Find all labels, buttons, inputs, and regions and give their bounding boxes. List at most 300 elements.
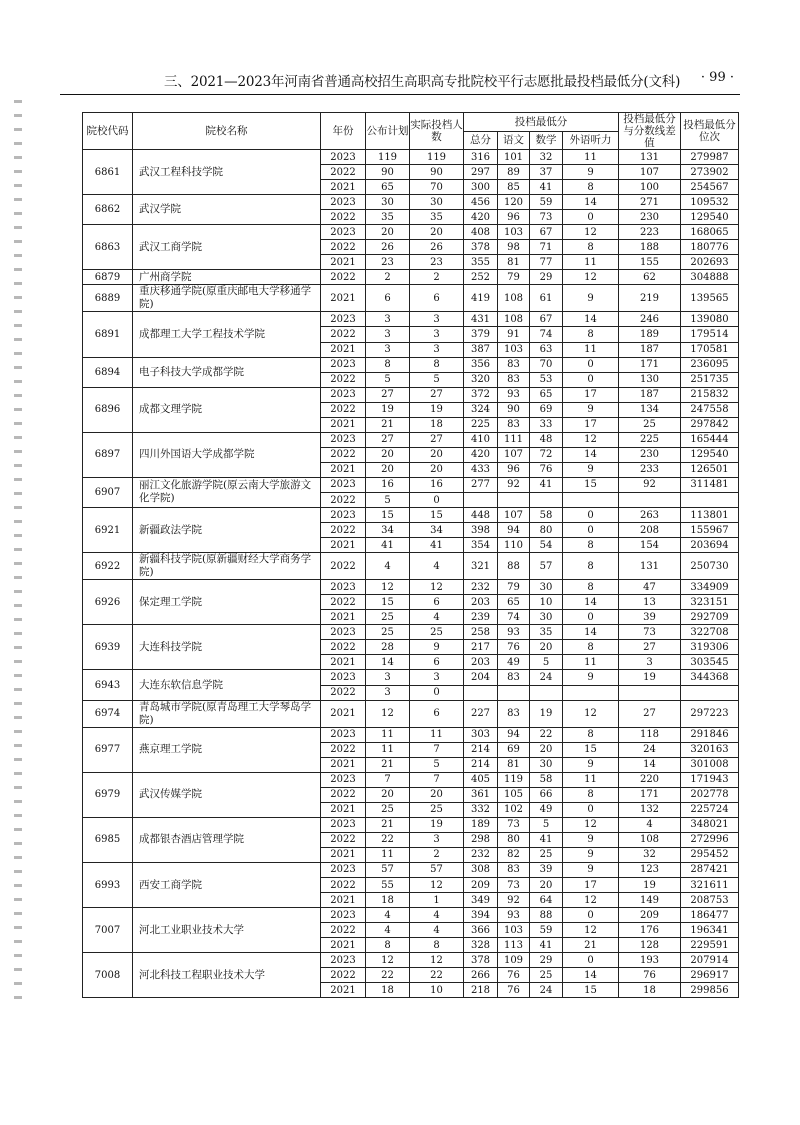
listening-cell: 12 bbox=[563, 700, 619, 727]
plan-cell: 3 bbox=[366, 670, 410, 685]
rank-cell: 168065 bbox=[681, 225, 739, 240]
plan-cell: 3 bbox=[366, 312, 410, 327]
listening-cell: 11 bbox=[563, 255, 619, 270]
year-cell: 2021 bbox=[321, 757, 366, 772]
chinese-cell: 110 bbox=[498, 538, 530, 553]
rank-cell: 202693 bbox=[681, 255, 739, 270]
plan-cell: 5 bbox=[366, 372, 410, 387]
listening-cell: 0 bbox=[563, 210, 619, 225]
diff-cell: 25 bbox=[619, 417, 681, 432]
total-cell: 431 bbox=[464, 312, 498, 327]
total-cell: 356 bbox=[464, 357, 498, 372]
rank-cell: 180776 bbox=[681, 240, 739, 255]
listening-cell: 9 bbox=[563, 832, 619, 847]
header-plan: 公布计划 bbox=[366, 113, 410, 150]
actual-cell: 3 bbox=[410, 670, 464, 685]
listening-cell: 11 bbox=[563, 342, 619, 357]
year-cell: 2023 bbox=[321, 357, 366, 372]
school-code-cell: 6921 bbox=[83, 508, 133, 553]
listening-cell: 14 bbox=[563, 195, 619, 210]
school-code-cell: 6922 bbox=[83, 553, 133, 580]
table-row bbox=[83, 508, 739, 523]
diff-cell: 171 bbox=[619, 787, 681, 802]
school-code-cell: 6939 bbox=[83, 625, 133, 670]
diff-cell: 132 bbox=[619, 802, 681, 817]
listening-cell: 12 bbox=[563, 270, 619, 285]
year-cell: 2023 bbox=[321, 772, 366, 787]
year-cell: 2022 bbox=[321, 878, 366, 893]
total-cell: 354 bbox=[464, 538, 498, 553]
diff-cell: 4 bbox=[619, 817, 681, 832]
chinese-cell: 103 bbox=[498, 342, 530, 357]
rank-cell bbox=[681, 685, 739, 700]
listening-cell: 0 bbox=[563, 357, 619, 372]
chinese-cell: 92 bbox=[498, 477, 530, 492]
year-cell: 2022 bbox=[321, 492, 366, 507]
listening-cell: 9 bbox=[563, 462, 619, 477]
plan-cell: 16 bbox=[366, 477, 410, 492]
actual-cell: 25 bbox=[410, 625, 464, 640]
rank-cell bbox=[681, 492, 739, 507]
listening-cell: 14 bbox=[563, 595, 619, 610]
school-name-cell: 新疆政法学院 bbox=[133, 508, 321, 553]
year-cell: 2023 bbox=[321, 817, 366, 832]
plan-cell: 25 bbox=[366, 802, 410, 817]
listening-cell: 15 bbox=[563, 742, 619, 757]
chinese-cell: 79 bbox=[498, 580, 530, 595]
listening-cell: 14 bbox=[563, 447, 619, 462]
school-name-cell: 成都银杏酒店管理学院 bbox=[133, 817, 321, 862]
chinese-cell bbox=[498, 685, 530, 700]
year-cell: 2023 bbox=[321, 225, 366, 240]
plan-cell: 8 bbox=[366, 938, 410, 953]
diff-cell: 189 bbox=[619, 327, 681, 342]
actual-cell: 20 bbox=[410, 787, 464, 802]
plan-cell: 2 bbox=[366, 270, 410, 285]
math-cell: 30 bbox=[530, 580, 563, 595]
chinese-cell bbox=[498, 492, 530, 507]
total-cell: 232 bbox=[464, 847, 498, 862]
header-min-score-group: 投档最低分 bbox=[464, 113, 619, 132]
chinese-cell: 120 bbox=[498, 195, 530, 210]
diff-cell: 154 bbox=[619, 538, 681, 553]
chinese-cell: 80 bbox=[498, 832, 530, 847]
header-rank: 投档最低分位次 bbox=[681, 113, 739, 150]
diff-cell: 107 bbox=[619, 165, 681, 180]
total-cell: 378 bbox=[464, 240, 498, 255]
listening-cell bbox=[563, 685, 619, 700]
actual-cell: 5 bbox=[410, 372, 464, 387]
year-cell: 2022 bbox=[321, 968, 366, 983]
year-cell: 2021 bbox=[321, 655, 366, 670]
school-name-cell: 保定理工学院 bbox=[133, 580, 321, 625]
chinese-cell: 83 bbox=[498, 372, 530, 387]
school-name-cell: 青岛城市学院(原青岛理工大学琴岛学院) bbox=[133, 700, 321, 727]
total-cell: 217 bbox=[464, 640, 498, 655]
year-cell: 2021 bbox=[321, 847, 366, 862]
diff-cell: 19 bbox=[619, 670, 681, 685]
diff-cell: 118 bbox=[619, 727, 681, 742]
listening-cell: 14 bbox=[563, 312, 619, 327]
diff-cell: 27 bbox=[619, 700, 681, 727]
year-cell: 2022 bbox=[321, 270, 366, 285]
chinese-cell: 83 bbox=[498, 417, 530, 432]
math-cell: 59 bbox=[530, 195, 563, 210]
chinese-cell: 108 bbox=[498, 312, 530, 327]
year-cell: 2023 bbox=[321, 195, 366, 210]
chinese-cell: 83 bbox=[498, 700, 530, 727]
table-row bbox=[83, 700, 739, 727]
total-cell: 320 bbox=[464, 372, 498, 387]
year-cell: 2021 bbox=[321, 342, 366, 357]
diff-cell: 263 bbox=[619, 508, 681, 523]
chinese-cell: 88 bbox=[498, 553, 530, 580]
math-cell: 24 bbox=[530, 670, 563, 685]
actual-cell: 3 bbox=[410, 312, 464, 327]
total-cell bbox=[464, 685, 498, 700]
table-row bbox=[83, 357, 739, 372]
diff-cell: 100 bbox=[619, 180, 681, 195]
rank-cell: 254567 bbox=[681, 180, 739, 195]
chinese-cell: 119 bbox=[498, 772, 530, 787]
actual-cell: 57 bbox=[410, 862, 464, 877]
diff-cell: 24 bbox=[619, 742, 681, 757]
table-row bbox=[83, 195, 739, 210]
school-code-cell: 6879 bbox=[83, 270, 133, 285]
actual-cell: 0 bbox=[410, 492, 464, 507]
listening-cell: 8 bbox=[563, 580, 619, 595]
chinese-cell: 111 bbox=[498, 432, 530, 447]
year-cell: 2022 bbox=[321, 832, 366, 847]
actual-cell: 20 bbox=[410, 462, 464, 477]
diff-cell: 76 bbox=[619, 968, 681, 983]
chinese-cell: 73 bbox=[498, 817, 530, 832]
total-cell: 355 bbox=[464, 255, 498, 270]
plan-cell: 65 bbox=[366, 180, 410, 195]
plan-cell: 22 bbox=[366, 832, 410, 847]
rank-cell: 301008 bbox=[681, 757, 739, 772]
listening-cell: 0 bbox=[563, 953, 619, 968]
math-cell bbox=[530, 685, 563, 700]
total-cell: 239 bbox=[464, 610, 498, 625]
header-diff: 投档最低分与分数线差值 bbox=[619, 113, 681, 150]
total-cell: 277 bbox=[464, 477, 498, 492]
rank-cell: 179514 bbox=[681, 327, 739, 342]
rank-cell: 334909 bbox=[681, 580, 739, 595]
listening-cell: 0 bbox=[563, 508, 619, 523]
diff-cell: 246 bbox=[619, 312, 681, 327]
chinese-cell: 83 bbox=[498, 670, 530, 685]
total-cell: 387 bbox=[464, 342, 498, 357]
listening-cell: 12 bbox=[563, 817, 619, 832]
year-cell: 2023 bbox=[321, 625, 366, 640]
year-cell: 2022 bbox=[321, 165, 366, 180]
plan-cell: 12 bbox=[366, 953, 410, 968]
diff-cell: 219 bbox=[619, 285, 681, 312]
listening-cell: 11 bbox=[563, 150, 619, 165]
math-cell: 41 bbox=[530, 180, 563, 195]
table-row bbox=[83, 817, 739, 832]
listening-cell: 14 bbox=[563, 968, 619, 983]
diff-cell: 131 bbox=[619, 553, 681, 580]
school-code-cell: 6974 bbox=[83, 700, 133, 727]
listening-cell: 11 bbox=[563, 655, 619, 670]
year-cell: 2023 bbox=[321, 477, 366, 492]
year-cell: 2021 bbox=[321, 610, 366, 625]
total-cell: 203 bbox=[464, 655, 498, 670]
chinese-cell: 98 bbox=[498, 240, 530, 255]
plan-cell: 21 bbox=[366, 757, 410, 772]
actual-cell: 19 bbox=[410, 402, 464, 417]
table-row bbox=[83, 727, 739, 742]
plan-cell: 27 bbox=[366, 387, 410, 402]
chinese-cell: 105 bbox=[498, 787, 530, 802]
total-cell: 298 bbox=[464, 832, 498, 847]
year-cell: 2022 bbox=[321, 447, 366, 462]
math-cell: 70 bbox=[530, 357, 563, 372]
table-row bbox=[83, 270, 739, 285]
rank-cell: 203694 bbox=[681, 538, 739, 553]
year-cell: 2023 bbox=[321, 727, 366, 742]
total-cell: 297 bbox=[464, 165, 498, 180]
plan-cell: 11 bbox=[366, 847, 410, 862]
plan-cell: 20 bbox=[366, 787, 410, 802]
total-cell: 419 bbox=[464, 285, 498, 312]
plan-cell: 57 bbox=[366, 862, 410, 877]
actual-cell: 6 bbox=[410, 700, 464, 727]
school-code-cell: 6896 bbox=[83, 387, 133, 432]
math-cell: 88 bbox=[530, 908, 563, 923]
chinese-cell: 93 bbox=[498, 387, 530, 402]
diff-cell: 14 bbox=[619, 757, 681, 772]
actual-cell: 6 bbox=[410, 595, 464, 610]
math-cell bbox=[530, 492, 563, 507]
actual-cell: 119 bbox=[410, 150, 464, 165]
math-cell: 25 bbox=[530, 847, 563, 862]
rank-cell: 319306 bbox=[681, 640, 739, 655]
diff-cell: 223 bbox=[619, 225, 681, 240]
actual-cell: 25 bbox=[410, 802, 464, 817]
plan-cell: 11 bbox=[366, 742, 410, 757]
math-cell: 77 bbox=[530, 255, 563, 270]
listening-cell: 15 bbox=[563, 477, 619, 492]
listening-cell: 11 bbox=[563, 772, 619, 787]
school-code-cell: 6907 bbox=[83, 477, 133, 507]
listening-cell: 9 bbox=[563, 285, 619, 312]
year-cell: 2021 bbox=[321, 802, 366, 817]
total-cell: 232 bbox=[464, 580, 498, 595]
actual-cell: 16 bbox=[410, 477, 464, 492]
actual-cell: 30 bbox=[410, 195, 464, 210]
diff-cell: 187 bbox=[619, 387, 681, 402]
diff-cell: 39 bbox=[619, 610, 681, 625]
actual-cell: 19 bbox=[410, 817, 464, 832]
diff-cell: 123 bbox=[619, 862, 681, 877]
rank-cell: 295452 bbox=[681, 847, 739, 862]
school-code-cell: 7007 bbox=[83, 908, 133, 953]
chinese-cell: 69 bbox=[498, 742, 530, 757]
year-cell: 2022 bbox=[321, 742, 366, 757]
header-year: 年份 bbox=[321, 113, 366, 150]
plan-cell: 27 bbox=[366, 432, 410, 447]
rank-cell: 113801 bbox=[681, 508, 739, 523]
school-code-cell: 6977 bbox=[83, 727, 133, 772]
rank-cell: 344368 bbox=[681, 670, 739, 685]
year-cell: 2021 bbox=[321, 417, 366, 432]
chinese-cell: 107 bbox=[498, 447, 530, 462]
rank-cell: 311481 bbox=[681, 477, 739, 492]
diff-cell: 18 bbox=[619, 983, 681, 998]
year-cell: 2023 bbox=[321, 312, 366, 327]
diff-cell: 230 bbox=[619, 447, 681, 462]
year-cell: 2022 bbox=[321, 402, 366, 417]
math-cell: 65 bbox=[530, 387, 563, 402]
chinese-cell: 103 bbox=[498, 923, 530, 938]
rank-cell: 287421 bbox=[681, 862, 739, 877]
math-cell: 48 bbox=[530, 432, 563, 447]
listening-cell: 8 bbox=[563, 640, 619, 655]
diff-cell: 19 bbox=[619, 878, 681, 893]
school-code-cell: 7008 bbox=[83, 953, 133, 998]
actual-cell: 41 bbox=[410, 538, 464, 553]
chinese-cell: 85 bbox=[498, 180, 530, 195]
actual-cell: 22 bbox=[410, 968, 464, 983]
diff-cell: 13 bbox=[619, 595, 681, 610]
total-cell: 361 bbox=[464, 787, 498, 802]
table-row bbox=[83, 862, 739, 877]
header-name: 院校名称 bbox=[133, 113, 321, 150]
plan-cell: 119 bbox=[366, 150, 410, 165]
diff-cell: 208 bbox=[619, 523, 681, 538]
plan-cell: 28 bbox=[366, 640, 410, 655]
plan-cell: 90 bbox=[366, 165, 410, 180]
school-code-cell: 6862 bbox=[83, 195, 133, 225]
year-cell: 2021 bbox=[321, 893, 366, 908]
diff-cell: 131 bbox=[619, 150, 681, 165]
table-row bbox=[83, 670, 739, 685]
rank-cell: 250730 bbox=[681, 553, 739, 580]
actual-cell: 20 bbox=[410, 447, 464, 462]
binding-marks bbox=[14, 100, 22, 1000]
header-code: 院校代码 bbox=[83, 113, 133, 150]
rank-cell: 229591 bbox=[681, 938, 739, 953]
actual-cell: 6 bbox=[410, 655, 464, 670]
plan-cell: 25 bbox=[366, 610, 410, 625]
rank-cell: 171943 bbox=[681, 772, 739, 787]
math-cell: 39 bbox=[530, 862, 563, 877]
total-cell: 448 bbox=[464, 508, 498, 523]
math-cell: 67 bbox=[530, 312, 563, 327]
chinese-cell: 96 bbox=[498, 210, 530, 225]
math-cell: 69 bbox=[530, 402, 563, 417]
total-cell: 321 bbox=[464, 553, 498, 580]
listening-cell bbox=[563, 492, 619, 507]
school-code-cell: 6897 bbox=[83, 432, 133, 477]
actual-cell: 3 bbox=[410, 327, 464, 342]
math-cell: 20 bbox=[530, 742, 563, 757]
year-cell: 2023 bbox=[321, 387, 366, 402]
plan-cell: 26 bbox=[366, 240, 410, 255]
math-cell: 24 bbox=[530, 983, 563, 998]
total-cell bbox=[464, 492, 498, 507]
chinese-cell: 82 bbox=[498, 847, 530, 862]
math-cell: 32 bbox=[530, 150, 563, 165]
actual-cell: 4 bbox=[410, 553, 464, 580]
year-cell: 2023 bbox=[321, 432, 366, 447]
actual-cell: 27 bbox=[410, 432, 464, 447]
table-row bbox=[83, 553, 739, 580]
chinese-cell: 93 bbox=[498, 908, 530, 923]
school-code-cell: 6863 bbox=[83, 225, 133, 270]
math-cell: 20 bbox=[530, 878, 563, 893]
diff-cell: 271 bbox=[619, 195, 681, 210]
plan-cell: 3 bbox=[366, 685, 410, 700]
rank-cell: 165444 bbox=[681, 432, 739, 447]
actual-cell: 12 bbox=[410, 953, 464, 968]
math-cell: 35 bbox=[530, 625, 563, 640]
diff-cell: 149 bbox=[619, 893, 681, 908]
chinese-cell: 76 bbox=[498, 640, 530, 655]
diff-cell: 27 bbox=[619, 640, 681, 655]
chinese-cell: 74 bbox=[498, 610, 530, 625]
actual-cell: 12 bbox=[410, 580, 464, 595]
rank-cell: 291846 bbox=[681, 727, 739, 742]
year-cell: 2021 bbox=[321, 538, 366, 553]
total-cell: 372 bbox=[464, 387, 498, 402]
table-row bbox=[83, 625, 739, 640]
math-cell: 25 bbox=[530, 968, 563, 983]
listening-cell: 14 bbox=[563, 625, 619, 640]
school-code-cell: 6926 bbox=[83, 580, 133, 625]
total-cell: 204 bbox=[464, 670, 498, 685]
plan-cell: 4 bbox=[366, 923, 410, 938]
listening-cell: 17 bbox=[563, 387, 619, 402]
actual-cell: 15 bbox=[410, 508, 464, 523]
diff-cell: 225 bbox=[619, 432, 681, 447]
listening-cell: 8 bbox=[563, 727, 619, 742]
rank-cell: 155967 bbox=[681, 523, 739, 538]
chinese-cell: 73 bbox=[498, 878, 530, 893]
actual-cell: 11 bbox=[410, 727, 464, 742]
year-cell: 2022 bbox=[321, 787, 366, 802]
plan-cell: 20 bbox=[366, 447, 410, 462]
math-cell: 30 bbox=[530, 757, 563, 772]
diff-cell: 92 bbox=[619, 477, 681, 492]
total-cell: 420 bbox=[464, 210, 498, 225]
diff-cell: 130 bbox=[619, 372, 681, 387]
actual-cell: 10 bbox=[410, 983, 464, 998]
year-cell: 2023 bbox=[321, 580, 366, 595]
diff-cell: 188 bbox=[619, 240, 681, 255]
plan-cell: 35 bbox=[366, 210, 410, 225]
math-cell: 19 bbox=[530, 700, 563, 727]
actual-cell: 23 bbox=[410, 255, 464, 270]
diff-cell: 155 bbox=[619, 255, 681, 270]
header-listening: 外语听力 bbox=[563, 131, 619, 150]
rank-cell: 348021 bbox=[681, 817, 739, 832]
school-code-cell: 6891 bbox=[83, 312, 133, 357]
listening-cell: 0 bbox=[563, 523, 619, 538]
total-cell: 227 bbox=[464, 700, 498, 727]
listening-cell: 0 bbox=[563, 802, 619, 817]
table-row bbox=[83, 432, 739, 447]
year-cell: 2021 bbox=[321, 700, 366, 727]
total-cell: 209 bbox=[464, 878, 498, 893]
rank-cell: 323151 bbox=[681, 595, 739, 610]
year-cell: 2022 bbox=[321, 372, 366, 387]
listening-cell: 12 bbox=[563, 893, 619, 908]
listening-cell: 9 bbox=[563, 670, 619, 685]
